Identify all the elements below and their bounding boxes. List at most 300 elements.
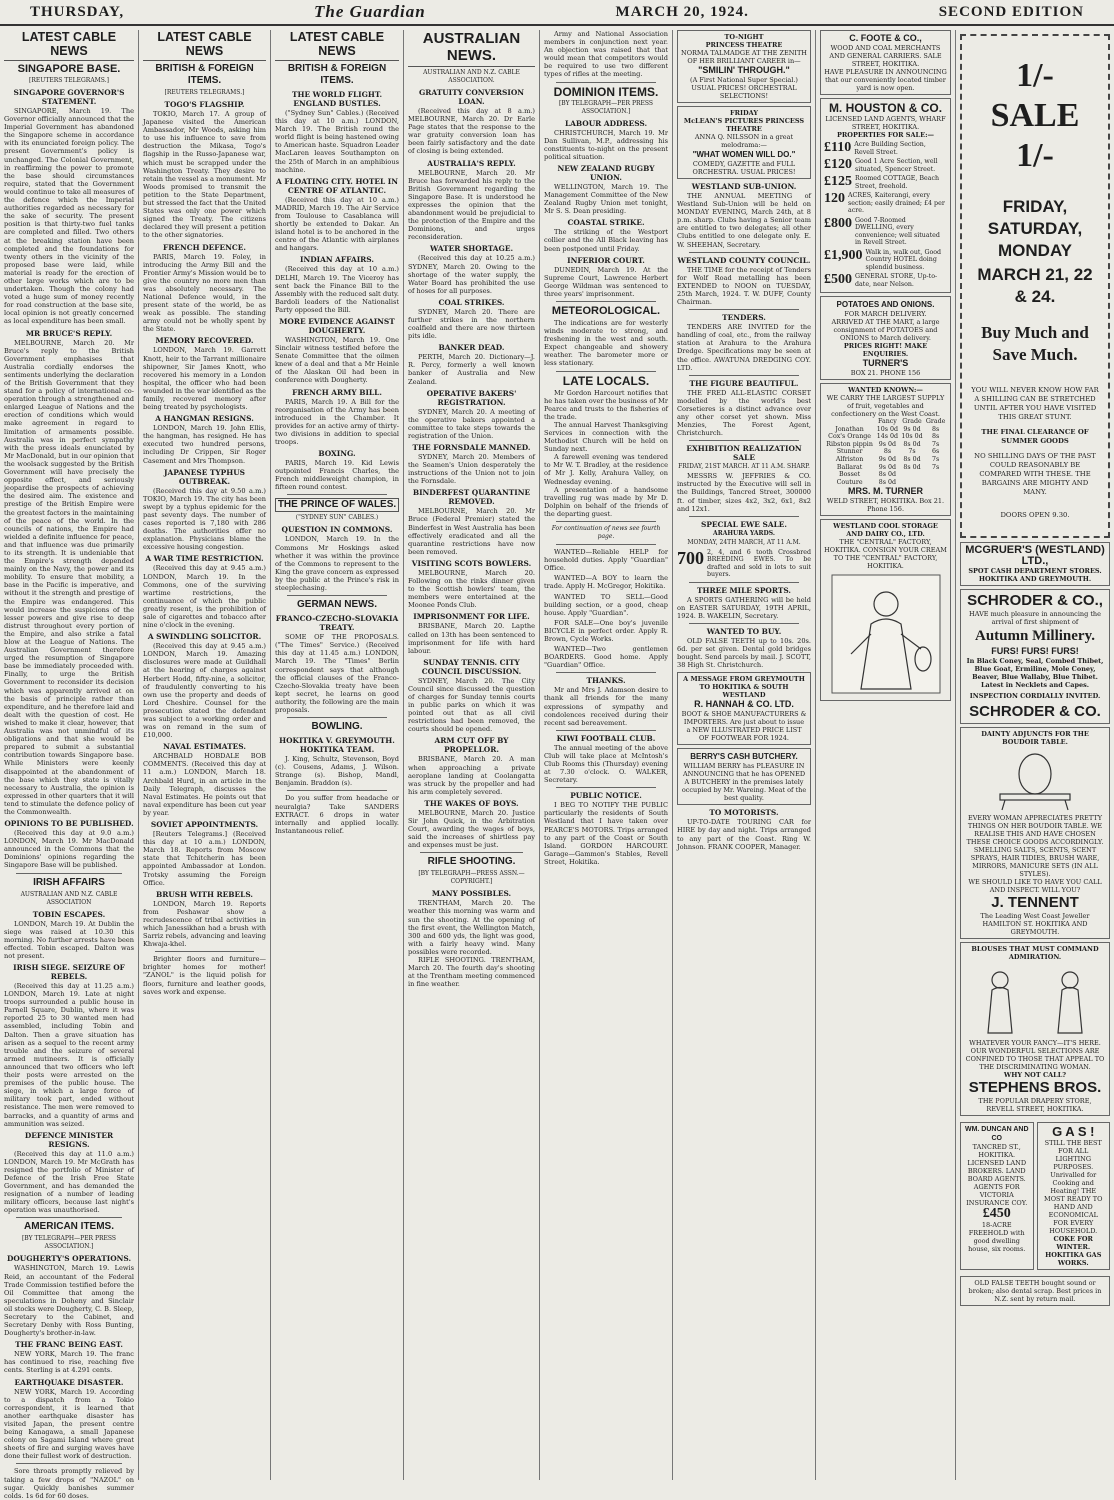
col3-header: LATEST CABLE NEWS [275, 30, 399, 61]
potatoes-sub: FOR MARCH DELIVERY. [844, 310, 927, 318]
section-title-sports: THREE MILE SPORTS. [697, 585, 791, 595]
story-head: TOBIN ESCAPES. [32, 909, 106, 919]
story-text: LONDON, March 19. John Ellis, the hangman, has resigned. He has executed two hundred persons, including Dr Crippen, Sir Roger Casement and Mrs Thompson. [143, 424, 266, 465]
table-cell: 8s [932, 433, 940, 441]
story-text: SINGAPORE, March 19. The Governor officially announced that the Imperial Government has abandoned the Singapore scheme in accordance with its enunciated foreign policy. The present Government's policy is unchanged. The Colonial Government, in reaffirming the power to promote the base should circumstances require, stated that the Government would continue to take all measures of the defence which the Imperial authorities regarded as necessary for the sake of security. The present position is that thirty-two fuel tanks are completed and filled. Two others at the breaking station have been completed and the foundations for twenty others in the vicinity of the proposed base were laid, while material is ready for the erection of other large works which are to be undertaken. Though the colony had voted a huge sum of money recently for road construction at the base site, local opinion is not greatly concerned as local expenditure has been small. [4, 107, 134, 326]
story-text: SYDNEY, March 20. There are further strikes in the northern coalfield and there are now thirteen pits idle. [408, 307, 535, 341]
classified-ad: FOR SALE—One boy's juvenile BICYCLE in perfect order. Apply R. Brown, Cycle Works. [544, 618, 668, 643]
story-text: (Received this day at 11.25 a.m.) LONDON, March 19. Late at night troops surrounded a public house in Parnell Square, Dublin, where it was reported 25 to 30 wanted men had assembled, including Tobin and Dalton. Then a grave situation has arisen as a sequel to the recent army trouble and the seizure of several armed mutineers. It is officially announced that two officers who left their posts were arrested on the premises of the public house. The siege, in which a large force of military took part, ended without resistance. The men were removed to barracks, and a quantity of arms and ammunition was seized. [4, 982, 134, 1128]
table-cell: Alfriston [835, 455, 864, 463]
closing-advert: Do you suffer from headache or neuralgia? Take SANDERS EXTRACT. 6 drops in water internally and applied locally. Instantaneous relief. [275, 794, 399, 835]
column-2 [139, 30, 271, 1480]
cool-storage-text: THE "CENTRAL" FACTORY, HOKITIKA. CONSIGN YOUR CREAM TO THE "CENTRAL" FACTORY, HOKITIKA. [824, 538, 947, 571]
tennent-text: EVERY WOMAN APPRECIATES PRETTY THINGS ON HER BOUDOIR TABLE. WE REALISE THIS AND HAVE CHOSEN THESE CHOICE GOODS ACCORDINGLY. [966, 814, 1104, 846]
blouse-illustration [970, 965, 1100, 1035]
bottom-ads-row [960, 1119, 1110, 1273]
gas-ad [1037, 1122, 1111, 1270]
story-text: OLD FALSE TEETH up to 10s. 20s. 6d. per set given. Dental gold bridges bought. Send parcels by mail. J. SCOTT, 38 High St. Christchurch. [677, 637, 811, 670]
hannah-message-title: A MESSAGE FROM GREYMOUTH TO HOKITIKA & SOUTH WESTLAND [683, 675, 805, 700]
property-lot [824, 141, 947, 156]
divider [689, 516, 799, 517]
story-text: (Received this day at 10 a.m.) MADRID, March 19. The Air Service from Toulouse to Casablanca will shortly be extended to Dakar. An island hotel is to be anchored in the centre of the Atlantic with airplanes and hangars. [275, 195, 399, 253]
story-text: Army and National Association members in conjunction next year. An objection was raised that that would mean that competitors would be required to use two different types of rifles at the meeting. [544, 30, 668, 79]
classified-ad: WANTED TO SELL—Good building section, or a good, cheap house. Apply "Guardian". [544, 592, 668, 617]
story-head: IRISH SIEGE. SEIZURE OF REBELS. [13, 963, 125, 981]
ewe-sale-lot [677, 549, 811, 579]
stephens-name: STEPHENS BROS. [968, 1079, 1102, 1096]
story-text: SYDNEY, March 20. A meeting of the operative bakers appointed a committee to take steps towards the registration of the Union. [408, 407, 535, 440]
story-head: A SWINDLING SOLICITOR. [147, 632, 262, 642]
column-7 [816, 30, 956, 1480]
duncan-text: TANCRED ST., HOKITIKA. LICENSED LAND BROKERS. LAND BOARD AGENTS. AGENTS FOR VICTORIA INSURANCE COY. [966, 1143, 1028, 1207]
section-title-figure: THE FIGURE BEAUTIFUL. [689, 378, 799, 388]
divider [16, 873, 122, 874]
section-credit: [BY TELEGRAPH—PER PRESS ASSOCIATION.] [21, 1235, 117, 1251]
table-cell [924, 479, 947, 487]
column-8 [956, 30, 1114, 1480]
story-text: SYDNEY, March 20. The City Council since discussed the question of charges for Sunday tennis courts in public parks on which it was pointed out that as all civil restrictions had been removed, the courts should be opened. [408, 676, 535, 734]
sale-title: 1/- SALE 1/- [990, 57, 1080, 174]
theatre-film: "SMILIN' THROUGH." [698, 65, 790, 75]
schroder-name: SCHRODER & CO., [967, 592, 1103, 609]
schroder-footer: SCHRODER & CO. [969, 703, 1101, 720]
section-title-irish: IRISH AFFAIRS [33, 876, 105, 888]
table-cell [900, 479, 925, 487]
exhibition-date: FRIDAY, 21ST MARCH. AT 11 A.M. SHARP. [678, 463, 810, 471]
foote-name: C. FOOTE & CO., [849, 33, 922, 43]
theatre-note: COMEDY, GAZETTE and FULL ORCHESTRA. USUAL PRICES! [692, 160, 796, 176]
masthead-paper-title: The Guardian [314, 2, 426, 21]
section-title-wanted-buy: WANTED TO BUY. [706, 627, 782, 636]
table-row [824, 441, 947, 449]
story-text: PARIS, March 19. A Bill for the reorganisation of the Army has been introduced in the Chamber. It provides for an active army of thirty-two divisions in addition to special troops. [275, 397, 399, 446]
turners-footer: BOX 21. PHONE 156 [850, 369, 921, 377]
divider [556, 521, 656, 522]
tennent-cta: WE SHOULD LIKE TO HAVE YOU CALL AND INSPECT. WILL YOU? [968, 878, 1102, 894]
potatoes-cta: PRICES RIGHT! MAKE ENQUIRIES. [843, 342, 928, 358]
story-head: VISITING SCOTS BOWLERS. [411, 558, 532, 568]
stephens-sub: THE POPULAR DRAPERY STORE, REVELL STREET, HOKITIKA. [978, 1097, 1092, 1113]
divider [689, 309, 799, 310]
section-credit: [BY TELEGRAPH—PER PRESS ASSOCIATION.] [558, 99, 654, 115]
sale-line: YOU WILL NEVER KNOW HOW FAR A SHILLING CAN BE STRETCHED UNTIL AFTER YOU HAVE VISITED THIS GREAT STUNT. [971, 386, 1099, 421]
story-text: WELLINGTON, March 19. The Management Committee of the New Zealand Rugby Union met tonight, Mr S. S. Dean presiding. [544, 182, 668, 216]
dairy-maid-illustration [831, 574, 941, 694]
divider [155, 951, 254, 952]
mcgruer-ad [960, 542, 1110, 586]
story-head: BRUSH WITH REBELS. [155, 889, 254, 899]
divider [556, 730, 656, 731]
table-cell: 8s [932, 425, 940, 433]
cool-storage-ad [820, 519, 951, 701]
story-text: (Received this day at 9.45 a.m.) LONDON, March 19. In the Commons, one of the surviving wartime restrictions, the continuance of which the public greatly resent, is the prohibition of sale of cigarettes and tobacco after nine o'clock in the evening. [143, 564, 266, 630]
masthead-day: THURSDAY, [30, 3, 125, 20]
story-head: BANKER DEAD. [438, 343, 505, 353]
story-head: NAVAL ESTIMATES. [163, 742, 246, 752]
story-text: [Reuters Telegrams.] (Received this day at 10 a.m.) LONDON, March 18. Reports from Moscow state that Tchitcherin has been appointed Ambassador at London. Trotsky assuming the Foreign Office. [143, 830, 266, 887]
table-cell: 8s [883, 448, 892, 456]
lot-price: £1,900 [824, 247, 863, 263]
table-cell: 9s 0d [903, 425, 921, 433]
ewe-sale-place: ARAHURA YARDS. [713, 529, 775, 537]
duncan-ad [960, 1122, 1034, 1270]
stephens-text: WHATEVER YOUR FANCY—IT'S HERE. OUR WONDERFUL SELECTIONS ARE CONFINED TO THOSE THAT APPEAL TO THE DISCRIMINATING WOMAN. [965, 1039, 1105, 1071]
story-text: LONDON, March 19. Garrett Knott, heir to the Tarrant millionaire shipowner, Sir James Knott, who recovered his memory in a London hospital, the officer who had been wounded in the war identified as the family, recovered memory after being treated by psychologists. [143, 346, 266, 412]
mcgruer-name: MCGRUER'S (WESTLAND) LTD., [965, 544, 1105, 567]
table-row [824, 433, 947, 441]
story-head: INFERIOR COURT. [567, 255, 645, 265]
table-row [824, 471, 947, 479]
section-title-rifle: RIFLE SHOOTING. [427, 856, 516, 868]
table-row [824, 448, 947, 456]
story-text: The indications are for westerly winds moderate to strong, and freshening in the west and south. Expect changeable and showery weather. The barometer more or less stationary. [544, 318, 668, 368]
story-text: MELBOURNE, March 20. Justice Sir John Quick, in the Arbitration Court, awarding the wages of boys, said the increases of shirtless pay and expenses must be just. [408, 808, 535, 850]
turners-firm: TURNER'S [862, 358, 909, 368]
table-cell: 8s 0d [878, 471, 897, 479]
divider [689, 623, 799, 624]
divider [287, 595, 387, 596]
table-cell: 8s 0d [878, 478, 897, 486]
butchery-title: BERRY'S CASH BUTCHERY. [690, 752, 798, 762]
section-title-public-notice: PUBLIC NOTICE. [570, 791, 642, 801]
story-text: LONDON, March 19. Reports from Peshawar show a recrudescence of tribal activities in which Janessikhan had a brush with Sarriz rebels, advancing and leaving Khwaja-khel. [143, 899, 266, 949]
hannah-firm: R. HANNAH & CO. LTD. [694, 699, 794, 710]
column-4 [404, 30, 540, 1480]
story-head: WATER SHORTAGE. [429, 244, 514, 254]
story-head: THE FRANC BEING EAST. [15, 1340, 123, 1350]
story-text: RIFLE SHOOTING. TRENTHAM, March 20. The fourth day's shooting at the Trentham meeting commenced in fine weather. [408, 956, 535, 989]
story-text: MESSRS W. JEFFRIES & CO. instructed by the Executive will sell in the Buildings, Tancred Street, 300000 ft. of timber, sizes 4x2, 3x2, 6x1, 8x2 and 12x1. [677, 472, 811, 513]
table-header: Fancy [878, 418, 897, 425]
property-lot [824, 175, 947, 190]
section-title-union: WESTLAND SUB-UNION. [691, 182, 797, 191]
divider [556, 371, 656, 372]
col4-header: AUSTRALIAN NEWS. [408, 30, 535, 67]
duncan-lot-price: £450 [982, 1206, 1011, 1221]
story-head: A HANGMAN RESIGNS. [155, 414, 254, 424]
houston-ad [820, 98, 951, 293]
turner-name: MRS. M. TURNER [848, 486, 923, 497]
table-cell: 10s 0d [876, 425, 899, 433]
false-teeth-ad [960, 1276, 1110, 1306]
section-title-tenders: TENDERS. [722, 313, 766, 323]
stephens-cta: WHY NOT CALL? [1003, 1071, 1067, 1079]
duncan-name: WM. DUNCAN AND CO [964, 1126, 1029, 1142]
teeth-text: OLD FALSE TEETH bought sound or broken; also dental scrap. Best prices in N.Z. sent by return mail. [968, 1279, 1102, 1303]
story-text: PERTH, March 20. Dictionary—J. R. Percy, formerly a well known banker of Australia and New Zealand. [408, 353, 535, 386]
divider [16, 1463, 122, 1464]
story-head: NEW ZEALAND RUGBY UNION. [557, 163, 655, 182]
property-lot [824, 158, 947, 173]
stephens-title: BLOUSES THAT MUST COMMAND ADMIRATION. [971, 945, 1099, 961]
table-row [824, 426, 947, 434]
list-item: The annual Harvest Thanksgiving Services in connection with the Methodist Church will be held on Sunday next. [544, 420, 668, 454]
section-credit: AUSTRALIAN AND N.Z. CABLE ASSOCIATION [20, 890, 118, 906]
story-head: QUESTION IN COMMONS. [281, 525, 393, 535]
story-text: LONDON, March 19. In the Commons Mr Hoskings asked whether it was within the province of the Commons to represent to the King the grave concern as expressed by the public at the Prince's risk in steeplechasing. [275, 535, 399, 593]
story-head: HOKITIKA V. GREYMOUTH. HOKITIKA TEAM. [279, 736, 395, 755]
story-text: PARIS, March 19. Kid Lewis outpointed Francis Charles, the French middleweight champion, in fifteen round contest. [275, 459, 399, 492]
story-text: NEW YORK, March 19. The franc has continued to rise, reaching five cents. Sterling is at 4.291 cents. [4, 1350, 134, 1375]
theatre-tonight-label: TO-NIGHT [724, 33, 764, 41]
story-text: LONDON, March 19. At Dublin the siege was raised at 10.30 this morning. No further arrests have been effected. Tobin escaped. Dalton was not present. [4, 919, 134, 960]
table-cell: 10s 0d [901, 433, 923, 441]
story-head: MR BRUCE'S REPLY. [25, 328, 113, 338]
duncan-lot-desc: 18-ACRE FREEHOLD with good dwelling house, six rooms. [968, 1221, 1026, 1253]
table-header [824, 418, 875, 426]
story-text: (Received this day at 8 a.m.) MELBOURNE, March 20. Dr Earle Page states that the response to the war gratuity conversion loan has been fairly satisfactory and the date of closing is being extended. [408, 107, 535, 156]
fruit-price-table [824, 418, 947, 486]
story-head: JAPANESE TYPHUS OUTBREAK. [163, 467, 245, 486]
story-text: THE ANNUAL MEETING of Westland Sub-Union will be held on MONDAY EVENING, March 24th, at 8 p.m. sharp. Clubs having a Senior team are entitled to two delegates; all other Clubs entitled to one delegate only. E. W. SHEEHAN, Secretary. [677, 192, 811, 249]
story-text: (Received this day at 9.45 a.m.) LONDON, March 19. Amazing disclosures were made at Guildhall at the hearing of charges against Herbert Hodd, fifty-nine, a solicitor, of fraudulently converting to his own use the property and deeds of Lord Cheshire. Counsel for the prosecution stated the defendant was subject to a working order and was on remand in the sum of £10,000. [143, 642, 266, 740]
list-item: Mr Gordon Harcourt notifies that he has taken over the business of Mr Pearce and trusts to the fisheries of the trade. [544, 388, 668, 421]
story-text: SYDNEY, March 20. Members of the Seamen's Union desperately the instructions of the Union not to join the Fornsdale. [408, 453, 535, 486]
divider [556, 544, 656, 545]
story-text: MELBOURNE, March 20. Mr Bruce (Federal Premier) stated the Binderfest in West Australia has been effectively eradicated and all the quarantine restrictions have now been removed. [408, 507, 535, 556]
story-head: THE WORLD FLIGHT. ENGLAND BUSTLES. [291, 90, 383, 108]
theatre-ad-friday [677, 106, 811, 179]
tennent-sub: The Leading West Coast Jeweller HAMILTON ST. HOKITIKA AND GREYMOUTH. [980, 912, 1090, 936]
ewe-desc: 2, 4, and 6 tooth Crossbred BREEDING EWES. To be drafted and sold in lots to suit buyers. [707, 548, 811, 579]
col3-subheader: BRITISH & FOREIGN ITEMS. [287, 63, 387, 86]
column-6 [673, 30, 816, 1480]
story-text: MELBOURNE, March 20. Mr Bruce has forwarded his reply to the British Government regarding the Singapore Base. It is understood he expresses the opinion that the abandonment would be prejudicial to the protection of the Empire and the Dominions, and urges reconsideration. [408, 168, 535, 242]
theatre-stars: NORMA TALMADGE AT THE ZENITH OF HER BRILLIANT CAREER in— [681, 49, 807, 65]
section-title-locals: LATE LOCALS. [562, 373, 650, 388]
turner-text: WELD STREET, HOKITIKA. Box 21. Phone 156. [826, 497, 945, 514]
lot-desc: Roomed COTTAGE, Beach Street, freehold. [855, 175, 940, 190]
story-text: A SPORTS GATHERING will be held on EASTER SATURDAY, 19TH APRIL, 1924. B. WAKELIN, Secretary. [677, 595, 811, 620]
sale-line: NO SHILLING DAYS OF THE PAST COULD REASONABLY BE COMPARED WITH THESE. THE BARGAINS ARE MIGHTY AND MANY. [974, 452, 1096, 496]
story-head: FRENCH ARMY BILL. [292, 387, 382, 397]
lot-price: £120 [824, 157, 852, 172]
col2-subheader: BRITISH & FOREIGN ITEMS. [155, 63, 254, 86]
foote-text: WOOD AND COAL MERCHANTS AND GENERAL CARRIERS. SALE STREET, HOKITIKA. [829, 44, 942, 68]
fruit-price-ad [820, 383, 951, 516]
gas-name: HOKITIKA GAS WORKS. [1045, 1251, 1102, 1267]
divider [287, 717, 387, 718]
gas-text: STILL THE BEST FOR ALL LIGHTING PURPOSES. Unrivalled for Cooking and Heating! THE MOST READY TO HAND AND ECONOMICAL FOR EVERY HOUSEHOLD. [1044, 1139, 1103, 1235]
table-cell: 9s 0d [878, 463, 897, 471]
story-head: FRANCO-CZECHO-SLOVAKIA TREATY. [275, 614, 399, 633]
story-text: J. King, Schultz, Stevenson, Boyd (c). Cousens, Adams, J. Wilson. Strange (s). Bishop, Mandl, Benjamin. Braddon (s). [275, 755, 399, 788]
story-text: WASHINGTON, March 19. Lewis Reid, an accountant of the Federal Trade Commission testified before the Oil Committee that among the speculations in Doheny and Sinclair oil stocks were Dougherty, C. B. Sleep, Secretary to the Cabinet, and Secretary Denby with Ross Bunting, Dougherty's brother-in-law. [4, 1264, 134, 1338]
theatre-note: (A First National Super Special.) USUAL PRICES! ORCHESTRAL SELECTIONS! [690, 76, 798, 100]
masthead [0, 0, 1114, 26]
story-head: LABOUR ADDRESS. [564, 118, 648, 128]
table-cell: Ribston pippin [826, 440, 873, 448]
section-title-prince: THE PRINCE OF WALES. [275, 498, 399, 512]
story-text: (Received this day at 10 a.m.) DELHI, March 19. The Viceroy has sent back the Finance Bill to the Assembly with the reduced salt duty. Bardoli leaders of the Nationalist Party opposed the Bill. [275, 265, 399, 314]
story-head: A FLOATING CITY. HOTEL IN CENTRE OF ATLANTIC. [276, 176, 398, 195]
story-text: BRISBANE, March 20. Lapthe called on 13th has been sentenced to imprisonment for life with hard labour. [408, 622, 535, 655]
story-text: WASHINGTON, March 19. One Sinclair witness testified before the Senate Committee that the oilmen knew of a deal and that a Mr Heinle of the Alaskan Oil had been in conference with Dougherty. [275, 335, 399, 385]
story-text: (Received this day at 10.25 a.m.) SYDNEY, March 20. Owing to the shortage of the water supply, the Water Board has prohibited the use of hoses for all purposes. [408, 254, 535, 295]
lot-desc: Good 7-Roomed DWELLING, every convenience; well situated in Revell Street. [855, 216, 940, 246]
gas-title: G A S ! [1052, 1124, 1095, 1139]
section-title-meteorological: METEOROLOGICAL. [551, 304, 661, 317]
table-cell [900, 471, 925, 479]
theatre-ad-tonight [677, 30, 811, 103]
table-cell: Jonathan [835, 425, 864, 433]
butchery-ad [677, 748, 811, 805]
houston-text: LICENSED LAND AGENTS, WHARF STREET, HOKITIKA. [825, 115, 946, 131]
divider [556, 787, 656, 788]
lot-price: £110 [824, 140, 852, 155]
property-lot [824, 249, 947, 272]
table-cell: 9s 0d [878, 455, 897, 463]
divider [16, 1217, 122, 1218]
tennent-name: J. TENNENT [991, 894, 1079, 911]
divider [287, 790, 387, 791]
masthead-date: MARCH 20, 1924. [615, 3, 749, 20]
table-cell: 7s [932, 455, 940, 463]
story-head: SINGAPORE GOVERNOR'S STATEMENT. [13, 88, 125, 106]
story-head: ARM CUT OFF BY PROPELLOR. [434, 736, 509, 755]
col2-telegram-credit: [REUTERS TELEGRAMS.] [164, 89, 245, 96]
classified-ad: WANTED—Two gentlemen BOARDERS. Good home. Apply "Guardian" Office. [544, 645, 668, 670]
property-lot [824, 192, 947, 215]
list-item: A presentation of a handsome travelling rug was made by Mr D. Dolphin on behalf of the friends of the departing guest. [544, 485, 668, 518]
divider [689, 375, 799, 376]
story-head: THE FORNSDALE MANNED. [412, 443, 531, 452]
lot-price: 120 [824, 191, 845, 206]
story-text: TENDERS ARE INVITED for the handling of coal, etc., from the railway station at Arahura to the Arahura Dredge. Specifications may be seen at the office. AWATUNA DREDGING COY. LTD. [677, 323, 811, 372]
story-text: UP-TO-DATE TOURING CAR for HIRE by day and night. Trips arranged to any part of the Coast. Ring W. Johnson. FRANK COOPER, Manager. [677, 818, 811, 851]
gas-sub: COKE FOR WINTER. [1053, 1235, 1093, 1251]
table-cell: Bosset [839, 471, 861, 479]
tennent-list: SMELLING SALTS, SCENTS, SCENT SPRAYS, HAIR TIDIES, BRUSH WARE, MIRRORS, MANICURE SETS (IN ALL STYLES). [970, 846, 1100, 878]
col4-credit: AUSTRALIAN AND N.Z. CABLE ASSOCIATION. [423, 69, 520, 84]
divider [689, 582, 799, 583]
story-head: MEMORY RECOVERED. [155, 336, 254, 346]
story-head: OPERATIVE BAKERS' REGISTRATION. [426, 388, 517, 407]
table-cell: 8s 0d [903, 463, 921, 471]
schroder-intro: HAVE much pleasure in announcing the arrival of first shipment of [969, 610, 1101, 626]
sale-days: FRIDAY, SATURDAY, MONDAY [987, 197, 1083, 260]
theatre-film: "WHAT WOMEN WILL DO." [692, 150, 796, 159]
story-head: DOUGHERTY'S OPERATIONS. [6, 1254, 132, 1264]
schroder-detail: In Black Coney, Seal, Combed Thibet, Blue Goat, Ermiline, Mole Coney, Beaver, Blue Wallaby, Blue Thibet. Latest in Necklets and Capes. [966, 657, 1104, 689]
foote-ad [820, 30, 951, 95]
lot-desc: Acre Building Section, Revell Street. [854, 141, 926, 156]
table-cell: Ballarat [836, 463, 863, 471]
hannah-text: BOOT & SHOE MANUFACTURERS & IMPORTERS. Are just about to issue a NEW ILLUSTRATED PRICE LIST OF FOOTWEAR FOR 1924. [681, 710, 807, 743]
story-text: ARCHBALD HOBDALE BOB COMMENTS. (Received this day at 11 a.m.) LONDON, March 18. Archbald Hurd, in an article in the Daily Telegraph, discusses the Naval Estimates. He points out that naval expenditure has been cut year by year. [143, 752, 266, 817]
story-head: OPINIONS TO BE PUBLISHED. [4, 819, 134, 829]
story-text: I BEG TO NOTIFY THE PUBLIC particularly the residents of South Westland that I have taken over PEARCE'S MOTORS. Trips arranged to any part of the Coast or South Island. GORDON HARCOURT. Garage—Gammon's Stables, Revell Street, Hokitika. [544, 801, 668, 866]
schroder-headline: Autumn Millinery. [974, 628, 1095, 644]
story-head: SOVIET APPOINTMENTS. [150, 820, 259, 830]
foote-notice: HAVE PLEASURE IN ANNOUNCING that our conveniently located timber yard is now open. [824, 68, 947, 92]
story-head: SUNDAY TENNIS. CITY COUNCIL DISCUSSION. [421, 657, 522, 676]
story-head: BOXING. [318, 449, 356, 459]
story-head: COAL STRIKES. [438, 297, 505, 307]
table-cell: 8s 0d [903, 455, 921, 463]
section-title-motorists: TO MOTORISTS. [709, 808, 779, 818]
stephens-ad [960, 942, 1110, 1116]
story-head: EARTHQUAKE DISASTER. [14, 1377, 124, 1387]
section-title-ewe-sale: SPECIAL EWE SALE. [701, 519, 787, 529]
divider [287, 494, 387, 495]
property-lot [824, 217, 947, 247]
theatre-venue: PRINCESS THEATRE [705, 41, 783, 49]
closing-advert: Sore throats promptly relieved by taking a few drops of "NAZOL" on sugar. Quickly banishes summer colds. 1s 6d for 60 doses. [4, 1467, 134, 1500]
cool-storage-title: WESTLAND COOL STORAGE AND DAIRY CO., LTD. [833, 522, 938, 539]
shilling-sale-ad [960, 34, 1110, 538]
divider [556, 301, 656, 302]
divider [556, 672, 656, 673]
story-text: THE TIME for the receipt of Tenders for Wolf Road metalling has been EXTENDED to NOON on TUESDAY, 25th March, 1924. T. W. DUFF, County Chairman. [677, 265, 811, 307]
story-head: THE WAKES OF BOYS. [424, 798, 519, 808]
lot-desc: ACRES, Kaiterangi, every section; easily drained; £4 per acre. [848, 192, 945, 214]
section-credit: ("SYDNEY SUN" CABLES.) [295, 514, 379, 522]
potatoes-text: ARRIVED AT THE MART, a large consignment of POTATOES and ONIONS to March delivery. [831, 318, 940, 342]
tennent-title: DAINTY ADJUNCTS FOR THE BOUDOIR TABLE. [981, 730, 1089, 746]
story-head: MANY POSSIBLES. [431, 889, 512, 899]
butchery-text: WILLIAM BERRY has PLEASURE IN ANNOUNCING that he has OPENED A BUTCHERY in the premises lately occupied by Mr. Wareing. Meat of the best quality. [681, 762, 807, 803]
story-text: The annual meeting of the above Club will take place at McIntosh's Club Rooms this (Thursday) evening at 7.30 o'clock. O. WALKER, Secretary. [544, 743, 668, 785]
section-title-dominion: DOMINION ITEMS. [553, 84, 659, 99]
story-head: TOGO'S FLAGSHIP. [164, 100, 245, 109]
table-header: Grade [902, 418, 922, 425]
tennent-ad [960, 727, 1110, 939]
list-item: A farewell evening was tendered to Mr W. T. Bradley, at the residence of Mr J. Kelly, Arahura Valley, on Wednesday evening. [544, 453, 668, 486]
story-text: PARIS, March 19. Foley, in introducing the Army Bill and the Frontier Army's Mission would be to give the country no more men than was absolutely necessary. The National Defence would, in the present state of the world, be as weak as possible. The standing army could not be wholly spent by the State. [143, 252, 266, 334]
table-cell [924, 471, 947, 479]
sale-line: THE FINAL CLEARANCE OF SUMMER GOODS [981, 428, 1089, 445]
divider [689, 440, 799, 441]
story-head: GRATUITY CONVERSION LOAN. [418, 88, 525, 106]
story-head: COASTAL STRIKE. [567, 218, 645, 228]
story-head: BINDERFEST QUARANTINE REMOVED. [412, 488, 531, 507]
table-cell: 7s [908, 448, 916, 456]
sale-slogan: Buy Much and Save Much. [981, 323, 1089, 364]
wanted-title: WANTED KNOWN:— [848, 386, 923, 394]
theatre-day: FRIDAY [729, 109, 759, 117]
continuation-notice: For continuation of news see fourth page. [551, 525, 661, 541]
table-cell: Cox's Orange [828, 433, 872, 441]
table-header: Grade [925, 418, 946, 425]
hannah-ad [677, 672, 811, 745]
schroder-ad [960, 589, 1110, 724]
table-cell: 7s [932, 463, 940, 471]
story-head: A WAR TIME RESTRICTION. [145, 554, 264, 564]
schroder-furs: FURS! FURS! FURS! [991, 646, 1079, 656]
story-text: BRISBANE, March 20. A man when approaching a private aeroplane landing at Coolangatta was struck by the propeller and had his arm completely severed. [408, 755, 535, 796]
table-row [824, 479, 947, 487]
story-text: ("Sydney Sun" Cables.) (Received this day at 10 a.m.) LONDON, March 19. The British round the world flight is being hastened owing to American haste. Squadron Leader MacLaren leaves Southampton on the 25th of March in an amphibious machine. [275, 109, 399, 174]
story-text: CHRISTCHURCH, March 19. Mr Dan Sullivan, M.P., addressing his constituents to-night on the present political situation. [544, 128, 668, 161]
table-cell: Couture [836, 478, 863, 486]
section-title-exhibition: EXHIBITION REALIZATION SALE [686, 444, 802, 463]
story-text: Mr and Mrs J. Adamson desire to thank all friends for the many expressions of sympathy and condolences received during their recent sad bereavement. [544, 686, 668, 727]
table-cell: 14s 0d [876, 433, 899, 441]
classified-ad: WANTED—A BOY to learn the trade. Apply H. McGregor, Hokitika. [544, 574, 668, 591]
lot-price: £800 [824, 215, 852, 231]
story-head: AUSTRALIA'S REPLY. [427, 158, 516, 168]
story-head: FRENCH DEFENCE. [163, 242, 246, 252]
divider [420, 852, 523, 853]
story-text: THE FRED ALL-ELASTIC CORSET modelled by the world's best Corsetieres is a distinct advance over any other corset yet shown. Miss Menzies, The Forest Agent, Christchurch. [677, 388, 811, 438]
mcgruer-text: SPOT CASH DEPARTMENT STORES. HOKITIKA AND GREYMOUTH. [968, 567, 1102, 583]
table-header-row [824, 418, 947, 426]
turners-potatoes-ad [820, 296, 951, 380]
boudoir-table-illustration [990, 750, 1080, 810]
sale-dates: MARCH 21, 22 & 24. [977, 265, 1093, 306]
story-text: The striking of the Westport collier and the All Black leaving has been postponed until Friday. [544, 228, 668, 253]
